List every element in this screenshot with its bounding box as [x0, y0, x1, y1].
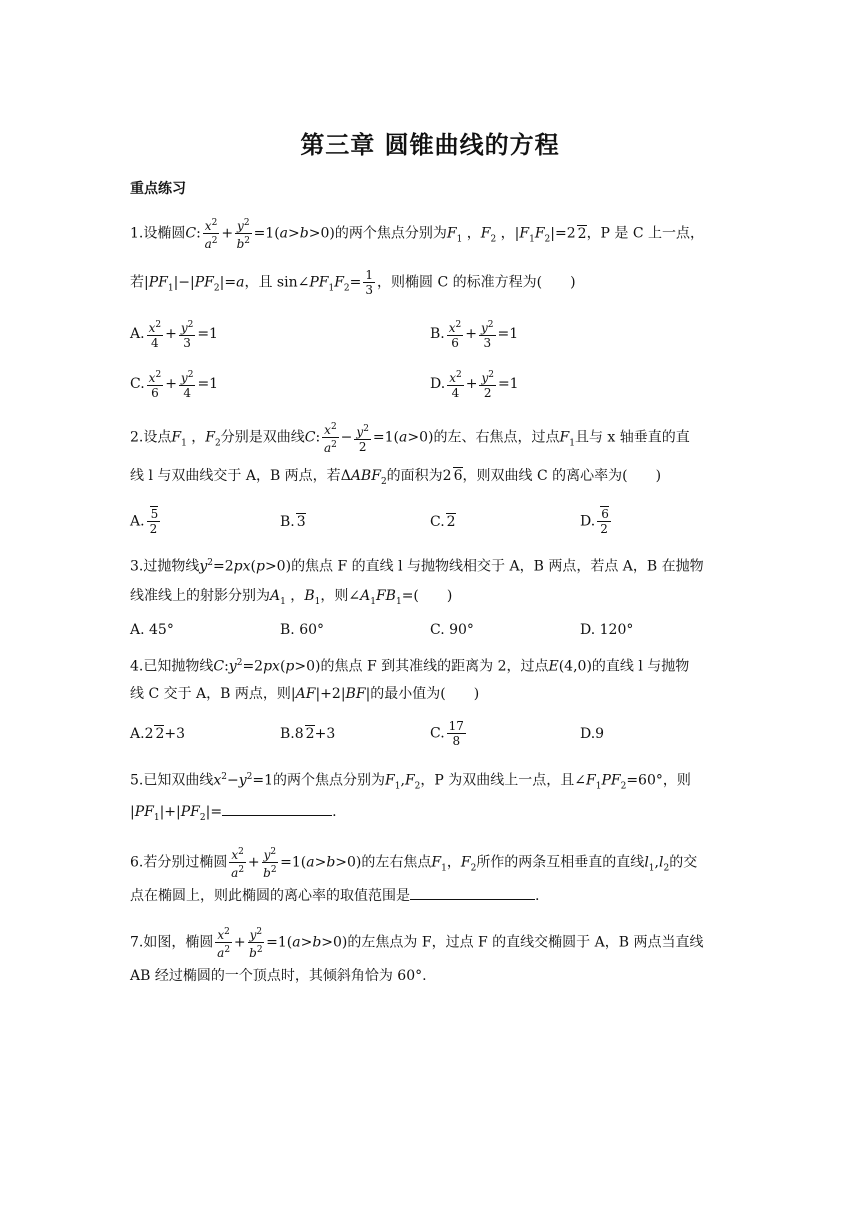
question-1-option-b: B. $\frac{x^2}{6}$ + $\frac{y^2}{3}$ =1: [430, 320, 519, 350]
question-7-line-1: 7.如图，椭圆 $\frac{x^2}{a^2}$ + $\frac{y^2}{b^2}$ =1(a>b>0)的左焦点为 F，过点 F 的直线交椭圆于 A，B 两点当直线: [130, 927, 704, 960]
question-1-line-2: 若$|PF_1|-|PF_2|=a$，且 $\sin\angle PF_1F_2=$ $\frac{1}{3}$ ，则椭圆 C 的标准方程为( ): [130, 268, 576, 297]
question-4-option-d: D.9: [580, 726, 605, 742]
question-3-option-d: D. 120°: [580, 622, 634, 638]
question-2-option-d: D. $\frac{6}{2}$: [580, 507, 609, 536]
section-heading: 重点练习: [130, 181, 186, 197]
question-1-line-1: 1.设椭圆C: $\frac{x^2}{a^2}$ + $\frac{y^2}{b^2}$ =1(a>b>0)的两个焦点分别为$F_1$ ，$F_2$ ，$|F_1F_2|=2$ 2，P 是 C 上一点，: [130, 218, 705, 251]
question-7-line-2: AB 经过椭圆的一个顶点时，其倾斜角恰为 60°.: [130, 968, 427, 984]
question-2-line-2: 线 l 与双曲线交于 A，B 两点，若$\Delta ABF_2$的面积为2 6，则双曲线 C 的离心率为( ): [130, 468, 662, 487]
question-4-option-a: A.2 2+3: [130, 726, 186, 742]
question-1-option-a: A. $\frac{x^2}{4}$ + $\frac{y^2}{3}$ =1: [130, 320, 218, 350]
question-6-line-2: 点在椭圆上，则此椭圆的离心率的取值范围是 .: [130, 888, 540, 904]
question-1-option-d: D. $\frac{x^2}{4}$ + $\frac{y^2}{2}$ =1: [430, 370, 519, 400]
question-1-option-c: C. $\frac{x^2}{6}$ + $\frac{y^2}{4}$ =1: [130, 370, 219, 400]
question-2-option-b: B. 3: [280, 514, 306, 530]
question-4-line-1: 4.已知抛物线$C:y^2=2px(p>0)$的焦点 F 到其准线的距离为 2，过点E(4,0)的直线 l 与抛物: [130, 658, 690, 675]
question-4-option-c: C. $\frac{17}{8}$: [430, 719, 464, 748]
question-5-line-2: $|PF_1|+|PF_2|=$ .: [130, 804, 337, 823]
question-2-option-c: C. 2: [430, 514, 456, 530]
question-6-line-1: 6.若分别过椭圆 $\frac{x^2}{a^2}$ + $\frac{y^2}{b^2}$ =1(a>b>0)的左右焦点$F_1$，$F_2$所作的两条互相垂直的直线$l_1,l_2$的交: [130, 847, 698, 880]
question-4-option-b: B.8 2+3: [280, 726, 336, 742]
answer-blank[interactable]: [222, 803, 332, 816]
question-3-line-1: 3.过抛物线$y^2=2px(p>0)$的焦点 F 的直线 l 与抛物线相交于 A，B 两点，若点 A，B 在抛物: [130, 558, 704, 575]
question-5-line-1: 5.已知双曲线$x^2-y^2=1$的两个焦点分别为$F_1,F_2$，P 为双曲线上一点，且$\angle F_1PF_2=60^\circ$，则: [130, 772, 691, 792]
page-title: 第三章 圆锥曲线的方程: [300, 131, 560, 159]
answer-blank[interactable]: [410, 887, 535, 900]
question-3-option-a: A. 45°: [130, 622, 174, 638]
question-2-option-a: A. $\frac{5}{2}$: [130, 507, 159, 536]
question-2-line-1: 2.设点$F_1$ ，$F_2$分别是双曲线C: $\frac{x^2}{a^2}$ − $\frac{y^2}{2}$ =1(a>0)的左、右焦点，过点$F_1$且与 x 轴垂直的直: [130, 422, 690, 455]
question-3-option-c: C. 90°: [430, 622, 474, 638]
question-4-line-2: 线 C 交于 A，B 两点，则|AF|+2|BF|的最小值为( ): [130, 686, 480, 702]
question-3-line-2: 线准线上的射影分别为$A_1$ ，$B_1$，则$\angle A_1FB_1=$( ): [130, 588, 453, 607]
question-3-option-b: B. 60°: [280, 622, 325, 638]
